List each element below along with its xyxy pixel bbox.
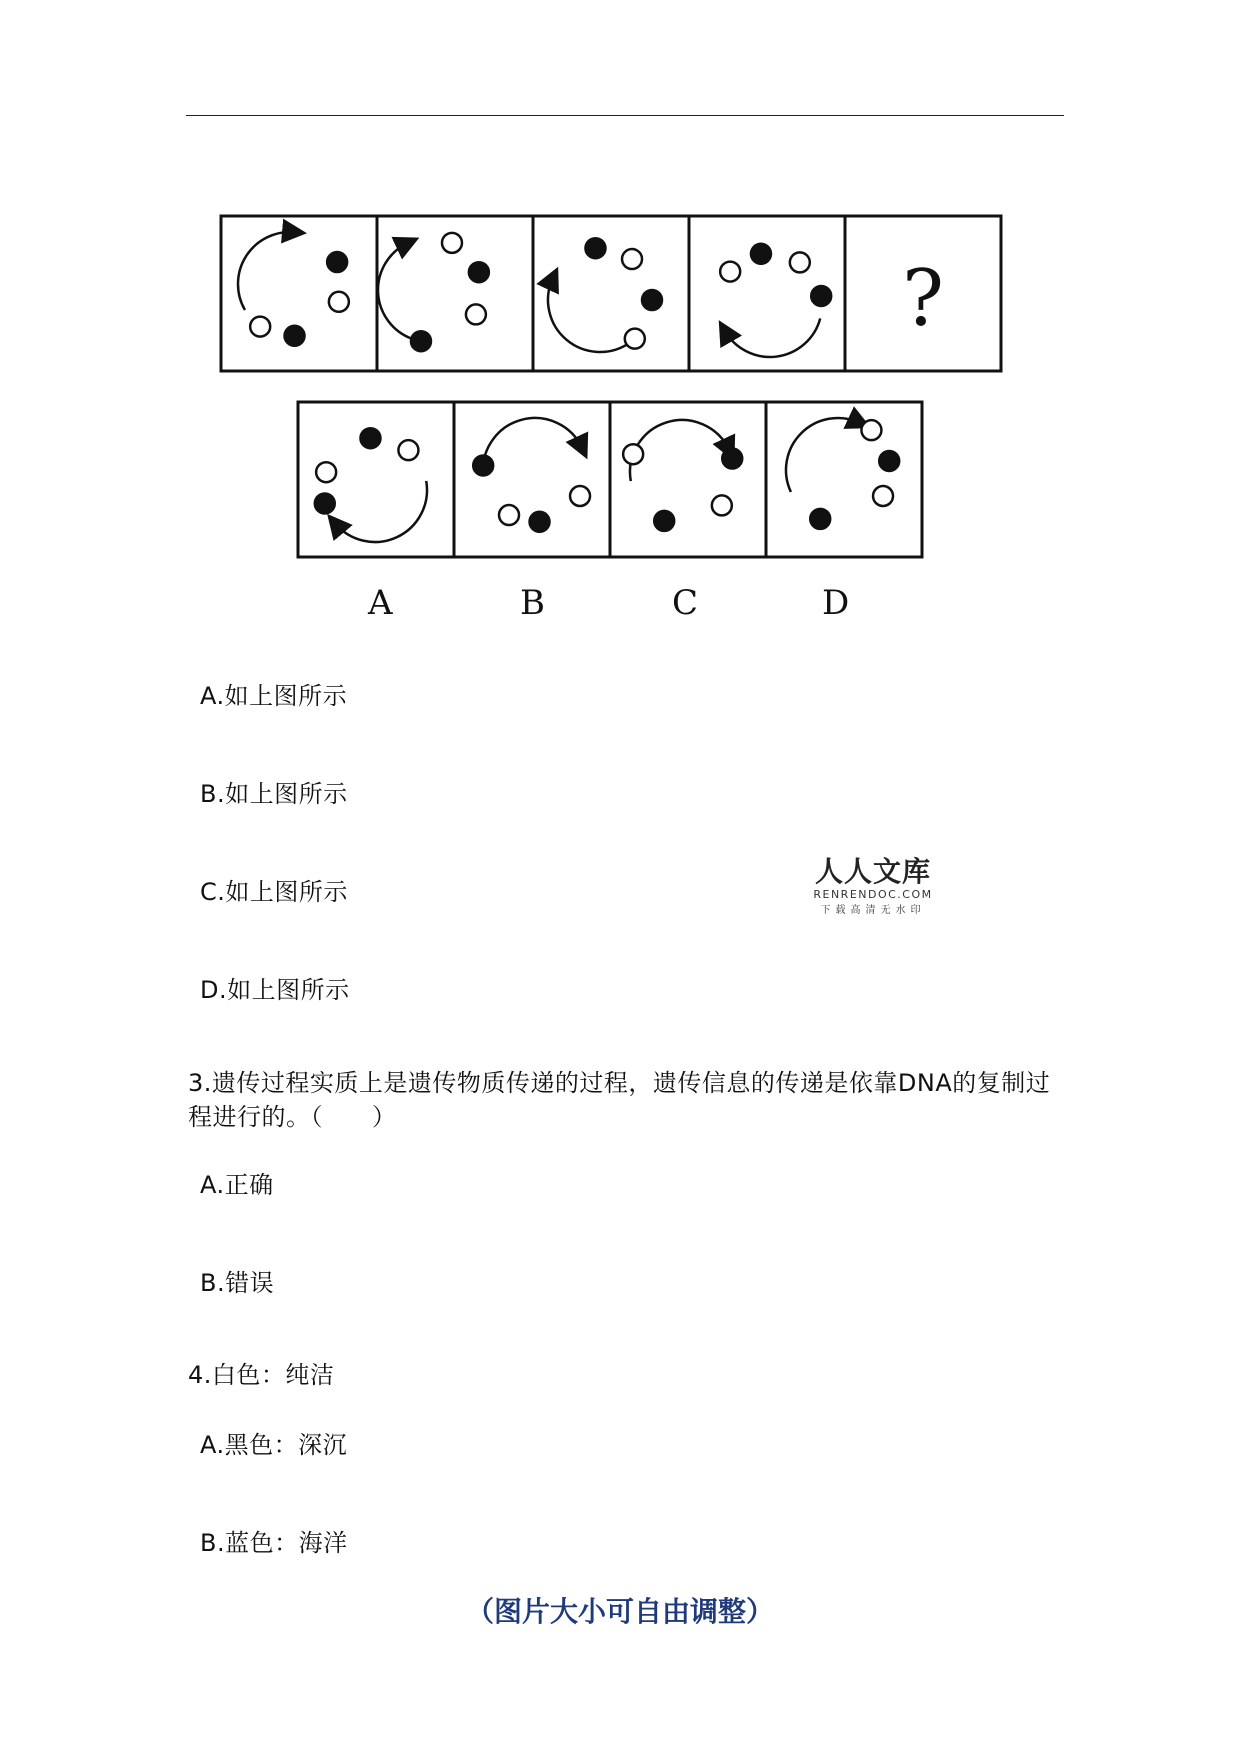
dot-c-solid bbox=[654, 511, 674, 531]
dot-3-solid bbox=[642, 290, 662, 310]
q2-option-b[interactable]: B.如上图所示 bbox=[200, 780, 348, 808]
option-box-d bbox=[766, 402, 922, 557]
dot-4-open2 bbox=[720, 262, 740, 282]
question-mark: ? bbox=[902, 254, 944, 344]
dot-b-open2 bbox=[570, 486, 590, 506]
dot-3-open2 bbox=[622, 249, 642, 269]
arc-2 bbox=[378, 243, 412, 339]
q4-stem: 4.白色：纯洁 bbox=[188, 1361, 335, 1389]
dot-c-open2 bbox=[712, 495, 732, 515]
figure-label-c: C bbox=[672, 583, 699, 623]
dot-b-open bbox=[499, 505, 519, 525]
dot-2-open bbox=[466, 304, 486, 324]
arc-3 bbox=[548, 278, 630, 352]
watermark-slogan: 下载高清无水印 bbox=[820, 905, 926, 916]
dot-1-solid2 bbox=[327, 252, 347, 272]
arc-c bbox=[630, 420, 729, 481]
dot-a-open bbox=[398, 440, 418, 460]
dot-a-open2 bbox=[316, 462, 336, 482]
q4-option-a[interactable]: A.黑色：深沉 bbox=[200, 1431, 348, 1459]
dot-1-open2 bbox=[329, 292, 349, 312]
dot-1-open bbox=[250, 317, 270, 337]
dot-3-solid2 bbox=[585, 238, 605, 258]
arc-d bbox=[786, 418, 860, 492]
watermark-logo bbox=[808, 850, 938, 916]
figure-label-b: B bbox=[520, 583, 545, 623]
figure-label-d: D bbox=[822, 583, 850, 623]
dot-d-solid bbox=[810, 509, 830, 529]
dot-3-open bbox=[625, 329, 645, 349]
arc-a bbox=[335, 481, 427, 542]
q2-option-a[interactable]: A.如上图所示 bbox=[200, 682, 348, 710]
dot-d-open bbox=[873, 486, 893, 506]
q3-option-a[interactable]: A.正确 bbox=[200, 1171, 274, 1199]
figure-label-a: A bbox=[368, 583, 393, 623]
dot-4-open bbox=[790, 252, 810, 272]
dot-a-solid2 bbox=[315, 493, 335, 513]
q4-option-b[interactable]: B.蓝色：海洋 bbox=[200, 1529, 348, 1557]
q3-option-b[interactable]: B.错误 bbox=[200, 1269, 275, 1297]
dot-c-open bbox=[623, 444, 643, 464]
footer-note: （图片大小可自由调整） bbox=[465, 1595, 774, 1628]
sequence-box-3 bbox=[533, 216, 689, 371]
dot-b-solid2 bbox=[530, 512, 550, 532]
dot-c-solid2 bbox=[722, 449, 742, 469]
dot-d-open2 bbox=[861, 420, 881, 440]
dot-1-solid bbox=[285, 326, 305, 346]
arc-4 bbox=[725, 318, 820, 357]
dot-2-solid bbox=[411, 331, 431, 351]
dot-a-solid bbox=[360, 428, 380, 448]
arc-b bbox=[483, 418, 582, 475]
puzzle-figure bbox=[0, 0, 1240, 640]
q2-option-c[interactable]: C.如上图所示 bbox=[200, 878, 348, 906]
arc-1 bbox=[238, 232, 295, 310]
option-box-c bbox=[610, 402, 766, 557]
dot-2-open2 bbox=[442, 233, 462, 253]
q2-option-d[interactable]: D.如上图所示 bbox=[200, 976, 350, 1004]
watermark-domain: RENRENDOC.COM bbox=[813, 888, 933, 901]
watermark-title: 人人文库 bbox=[814, 855, 931, 888]
q3-stem: 3.遗传过程实质上是遗传物质传递的过程，遗传信息的传递是依靠DNA的复制过程进行的。（ ） bbox=[188, 1069, 1051, 1131]
sequence-box-1 bbox=[221, 216, 377, 371]
dot-4-solid bbox=[811, 286, 831, 306]
dot-4-solid2 bbox=[751, 244, 771, 264]
dot-2-solid2 bbox=[469, 262, 489, 282]
option-box-b bbox=[454, 402, 610, 557]
dot-d-solid2 bbox=[879, 451, 899, 471]
dot-b-solid bbox=[473, 455, 493, 475]
